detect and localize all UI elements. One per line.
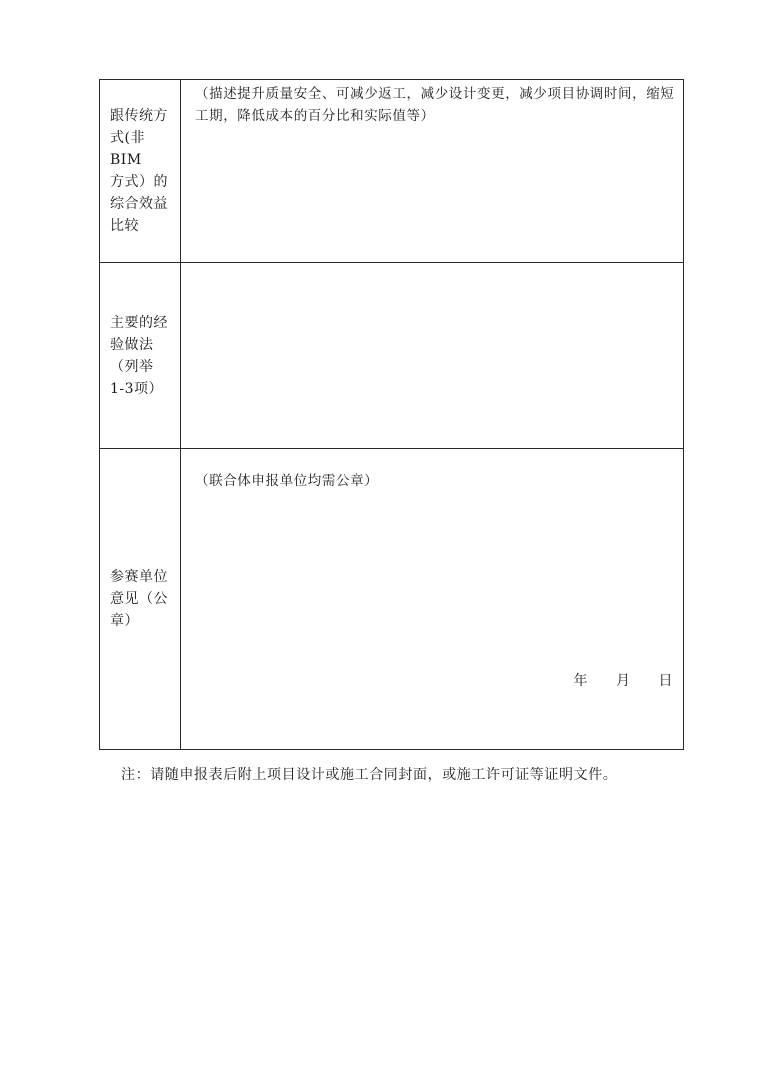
field-hint: （联合体申报单位均需公章）	[195, 473, 379, 489]
label-cell-main-practices	[100, 263, 181, 449]
date-line	[574, 670, 674, 690]
label-cell-benefit-comparison	[100, 80, 181, 263]
benefit-comparison-field[interactable]	[181, 80, 684, 263]
date-month-label: 月	[616, 673, 631, 689]
date-year-label: 年	[573, 673, 588, 689]
table-row	[100, 263, 684, 449]
footnote: 注：请随申报表后附上项目设计或施工合同封面，或施工许可证等证明文件。	[121, 767, 618, 783]
row-label: 参赛单位 意见（公 章）	[110, 569, 168, 629]
table-row	[100, 449, 684, 750]
application-form-table	[99, 79, 684, 750]
row-label: 跟传统方 式(非BIM 方式）的 综合效益 比较	[110, 108, 168, 234]
unit-opinion-field[interactable]	[181, 449, 684, 750]
main-practices-field[interactable]	[181, 263, 684, 449]
field-hint: （描述提升质量安全、可减少返工，减少设计变更，减少项目协调时间，缩短工期，降低成本的百分比和实际值等）	[195, 86, 675, 124]
label-cell-unit-opinion	[100, 449, 181, 750]
table-row	[100, 80, 684, 263]
row-label: 主要的经 验做法 （列举 1-3项）	[110, 314, 168, 397]
date-day-label: 日	[658, 673, 673, 689]
